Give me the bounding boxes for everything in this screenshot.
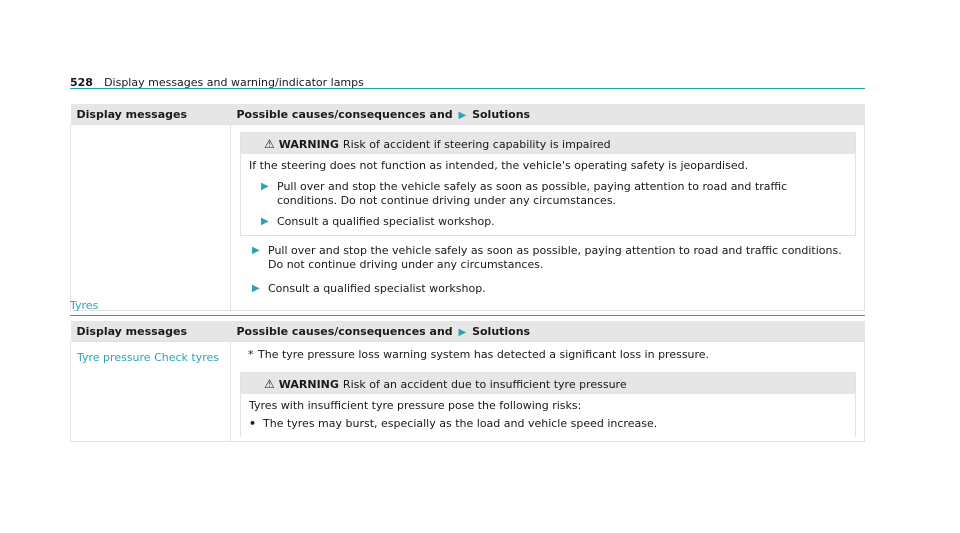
warning-step: [249, 180, 847, 208]
page-header-title: Display messages and warning/indicator lamps: [104, 76, 364, 89]
warning-header: [241, 133, 855, 154]
warning-body: [241, 154, 855, 235]
solution-step-text: Pull over and stop the vehicle safely as soon as possible, paying attention to road and traffic conditions. Do not continue driving under any circumstances.: [268, 244, 842, 271]
warning-box: [240, 132, 856, 236]
column-header-causes-prefix: Possible causes/consequences and: [236, 324, 453, 338]
bullet-dot-icon: •: [249, 417, 257, 430]
warning-step-text: Consult a qualified specialist workshop.: [277, 215, 495, 228]
solution-step: [240, 244, 856, 272]
asterisk-mark: *: [248, 348, 254, 361]
display-message-table-tyres: [70, 321, 865, 442]
solution-step: [240, 282, 856, 296]
warning-header: [241, 373, 855, 394]
warning-title: Risk of an accident due to insufficient tyre pressure: [342, 378, 627, 391]
cause-text: The tyre pressure loss warning system has detected a significant loss in pressure.: [258, 348, 710, 361]
warning-title: Risk of accident if steering capability is impaired: [342, 138, 611, 151]
column-header-causes: [231, 104, 865, 125]
column-header-messages: Display messages: [71, 321, 231, 342]
warning-text: Tyres with insufficient tyre pressure pose the following risks:: [249, 399, 582, 412]
page-number: 528: [70, 76, 93, 89]
column-header-causes-suffix: Solutions: [472, 324, 531, 338]
cause-cell: [231, 342, 865, 442]
warning-bullet: [249, 417, 847, 431]
warning-step: [249, 215, 847, 229]
warning-triangle-icon: ⚠: [264, 137, 275, 151]
message-tyre-pressure[interactable]: Tyre pressure Check tyres: [71, 342, 231, 442]
solution-step-text: Consult a qualified specialist workshop.: [268, 282, 486, 295]
section-heading-tyres: Tyres: [70, 299, 865, 316]
play-arrow-icon: ▶: [252, 283, 260, 294]
play-arrow-icon: ▶: [261, 181, 269, 192]
message-cell-empty: [71, 125, 231, 311]
play-arrow-icon: ▶: [458, 326, 467, 338]
warning-step-text: Pull over and stop the vehicle safely as soon as possible, paying attention to road and traffic conditions. Do not continue driving under any circumstances.: [277, 180, 788, 207]
cause-text-line: [240, 348, 856, 362]
column-header-causes-suffix: Solutions: [472, 107, 531, 121]
column-header-messages: Display messages: [71, 104, 231, 125]
warning-triangle-icon: ⚠: [264, 377, 275, 391]
warning-label: WARNING: [278, 138, 339, 151]
play-arrow-icon: ▶: [458, 109, 467, 121]
column-header-causes: [231, 321, 865, 342]
warning-body: [241, 394, 855, 437]
warning-label: WARNING: [278, 378, 339, 391]
warning-text: If the steering does not function as intended, the vehicle's operating safety is jeopardised.: [249, 159, 749, 172]
page-header: [70, 71, 865, 89]
warning-bullet-text: The tyres may burst, especially as the load and vehicle speed increase.: [263, 417, 658, 430]
display-message-table-steering: [70, 104, 865, 311]
cause-cell: [231, 125, 865, 311]
column-header-causes-prefix: Possible causes/consequences and: [236, 107, 453, 121]
warning-box: [240, 372, 856, 437]
play-arrow-icon: ▶: [252, 245, 260, 256]
play-arrow-icon: ▶: [261, 216, 269, 227]
